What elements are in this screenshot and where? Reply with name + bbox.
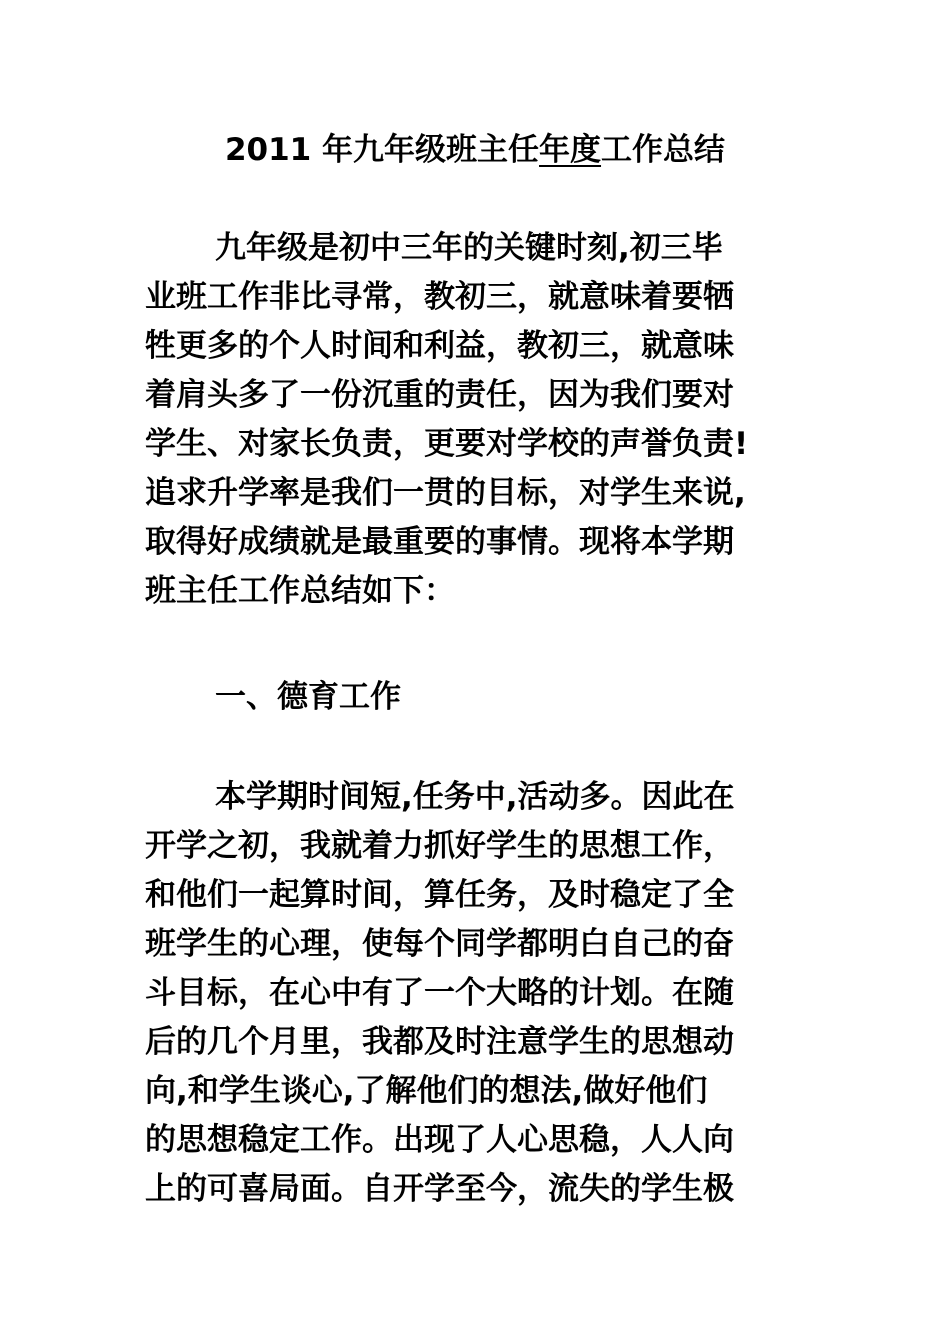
title-suffix: 工作总结 bbox=[601, 132, 726, 168]
paragraph-line: 和他们一起算时间，算任务，及时稳定了全 bbox=[145, 877, 734, 913]
section-heading bbox=[145, 673, 825, 722]
paragraph-line: 业班工作非比寻常，教初三，就意味着要牺 bbox=[145, 279, 734, 315]
paragraph-line: 后的几个月里，我都及时注意学生的思想动 bbox=[145, 1024, 734, 1060]
title-underlined-word: 年度 bbox=[539, 132, 602, 168]
paragraph-line: 斗目标，在心中有了一个大略的计划。在随 bbox=[145, 975, 734, 1011]
paragraph-line: 九年级是初中三年的关键时刻,初三毕 bbox=[215, 230, 723, 266]
paragraph-line: 开学之初，我就着力抓好学生的思想工作， bbox=[145, 828, 734, 864]
paragraph-line: 取得好成绩就是最重要的事情。现将本学期 bbox=[145, 524, 734, 560]
paragraph-line: 本学期时间短,任务中,活动多。因此在 bbox=[215, 779, 735, 815]
paragraph-line: 的思想稳定工作。出现了人心思稳，人人向 bbox=[145, 1122, 734, 1158]
document-title bbox=[0, 128, 950, 172]
paragraph-line: 追求升学率是我们一贯的目标，对学生来说, bbox=[145, 475, 746, 511]
title-prefix: 2011 年九年级班主任 bbox=[224, 132, 540, 168]
intro-paragraph bbox=[145, 224, 825, 616]
moral-education-paragraph bbox=[145, 773, 825, 1214]
paragraph-line: 着肩头多了一份沉重的责任，因为我们要对 bbox=[145, 377, 734, 413]
paragraph-line: 上的可喜局面。自开学至今，流失的学生极 bbox=[145, 1171, 734, 1207]
paragraph-line: 向,和学生谈心,了解他们的想法,做好他们 bbox=[145, 1073, 708, 1109]
paragraph-line: 学生、对家长负责，更要对学校的声誉负责! bbox=[145, 426, 749, 462]
section-heading-text: 一、德育工作 bbox=[215, 679, 401, 715]
paragraph-line: 牲更多的个人时间和利益，教初三，就意味 bbox=[145, 328, 734, 364]
paragraph-line: 班学生的心理，使每个同学都明白自己的奋 bbox=[145, 926, 734, 962]
paragraph-line: 班主任工作总结如下： bbox=[145, 573, 455, 609]
